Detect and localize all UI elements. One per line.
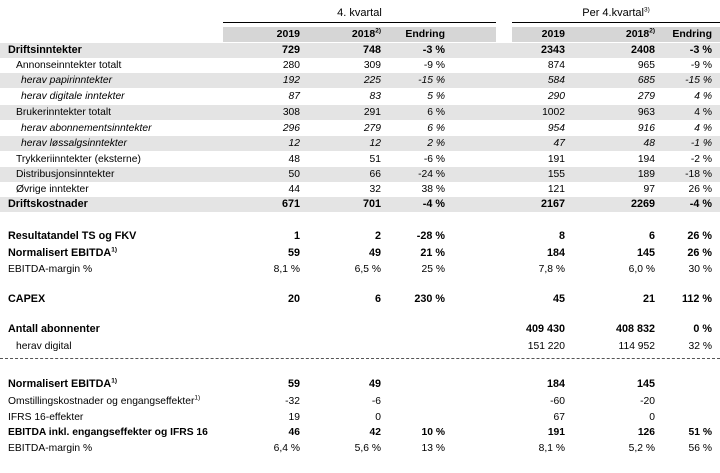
value-ytd-change: 30 % <box>688 264 712 275</box>
column-header-row <box>0 27 720 42</box>
value-q4-2018: -6 <box>371 396 381 407</box>
value-ytd-2019: 67 <box>553 412 565 423</box>
value-ytd-2019: 954 <box>547 123 565 134</box>
row-label: Driftskostnader <box>8 198 88 210</box>
value-ytd-2019: 184 <box>546 247 565 259</box>
value-q4-2018: 42 <box>369 427 381 438</box>
value-q4-change: 38 % <box>421 184 445 195</box>
value-ytd-change: -15 % <box>685 75 712 86</box>
row-label: Omstillingskostnader og engangseffekter$^{1)}$ <box>8 394 201 407</box>
value-q4-change: 6 % <box>427 123 445 134</box>
value-ytd-2019: 8,1 % <box>538 443 565 454</box>
value-q4-2018: 0 <box>375 412 381 423</box>
value-ytd-2019: 151 220 <box>527 341 565 352</box>
value-q4-2019: 48 <box>288 154 300 165</box>
value-q4-2019: -32 <box>285 396 300 407</box>
table-row <box>0 105 720 120</box>
value-q4-2018: 225 <box>363 75 381 86</box>
row-label: Øvrige inntekter <box>16 184 89 195</box>
value-q4-change: -9 % <box>423 60 445 71</box>
value-ytd-2018: 145 <box>636 378 655 390</box>
col-header-q4-change: Endring <box>405 28 445 40</box>
value-ytd-2019: 45 <box>552 293 565 305</box>
value-q4-2019: 671 <box>281 198 300 210</box>
value-q4-change: -28 % <box>416 230 445 242</box>
value-q4-2018: 12 <box>369 138 381 149</box>
table-row <box>0 43 720 58</box>
value-q4-change: -24 % <box>418 169 445 180</box>
value-q4-2018: 6,5 % <box>354 264 381 275</box>
row-label: Antall abonnenter <box>8 323 100 335</box>
value-ytd-2019: 191 <box>547 154 565 165</box>
value-ytd-2018: 145 <box>636 247 655 259</box>
value-ytd-change: 4 % <box>694 91 712 102</box>
value-ytd-change: -2 % <box>690 154 712 165</box>
value-ytd-2019: 121 <box>547 184 565 195</box>
value-q4-2019: 59 <box>287 247 300 259</box>
value-ytd-2019: 1002 <box>542 107 565 118</box>
col-header-q4-2018: 2018$^{2)}$ <box>351 27 381 40</box>
value-ytd-2018: -20 <box>640 396 655 407</box>
value-ytd-2019: 8 <box>558 230 565 242</box>
table-row <box>0 262 720 277</box>
row-label: Driftsinntekter <box>8 44 82 56</box>
value-q4-2019: 20 <box>287 293 300 305</box>
value-q4-2019: 1 <box>293 230 300 242</box>
value-q4-change: 10 % <box>421 427 445 438</box>
table-row <box>0 441 720 456</box>
value-ytd-change: -3 % <box>689 44 712 56</box>
value-q4-2019: 729 <box>281 44 300 56</box>
value-q4-2018: 279 <box>363 123 381 134</box>
row-label: Trykkeriinntekter (eksterne) <box>16 154 141 165</box>
value-ytd-2018: 685 <box>637 75 655 86</box>
value-q4-2019: 87 <box>288 91 300 102</box>
value-q4-2019: 296 <box>282 123 300 134</box>
value-ytd-change: 56 % <box>688 443 712 454</box>
row-label: Distribusjonsinntekter <box>16 169 115 180</box>
row-label: herav abonnementsinntekter <box>21 123 152 134</box>
value-q4-change: 5 % <box>427 91 445 102</box>
row-label: Brukerinntekter totalt <box>16 107 112 118</box>
value-ytd-2018: 0 <box>649 412 655 423</box>
row-label: EBITDA inkl. engangseffekter og IFRS 16 <box>8 427 208 438</box>
value-ytd-2019: 2167 <box>540 198 565 210</box>
value-q4-2019: 44 <box>288 184 300 195</box>
value-q4-2018: 49 <box>368 247 381 259</box>
value-ytd-2019: 2343 <box>540 44 565 56</box>
value-ytd-2018: 965 <box>637 60 655 71</box>
col-header-ytd-2018: 2018$^{2)}$ <box>625 27 655 40</box>
table-row <box>0 410 720 425</box>
value-ytd-2019: 47 <box>553 138 565 149</box>
value-ytd-2019: 155 <box>547 169 565 180</box>
table-row <box>0 229 720 244</box>
value-q4-2018: 51 <box>369 154 381 165</box>
value-q4-2019: 192 <box>282 75 300 86</box>
row-label: Resultatandel TS og FKV <box>8 230 137 242</box>
row-label: herav løssalgsinntekter <box>21 138 127 149</box>
value-ytd-change: 112 % <box>681 293 712 305</box>
value-ytd-2019: 191 <box>547 427 565 438</box>
row-label: Annonseinntekter totalt <box>16 60 122 71</box>
value-ytd-change: 51 % <box>688 427 712 438</box>
table-row <box>0 167 720 182</box>
value-ytd-change: 26 % <box>688 184 712 195</box>
value-q4-2018: 748 <box>362 44 381 56</box>
value-ytd-2018: 279 <box>637 91 655 102</box>
value-ytd-2018: 194 <box>637 154 655 165</box>
value-q4-2019: 12 <box>288 138 300 149</box>
value-ytd-2019: -60 <box>550 396 565 407</box>
value-q4-2018: 32 <box>369 184 381 195</box>
header-group-ytd: Per 4.kvartal$^{3)}$ <box>512 4 720 23</box>
value-q4-change: 6 % <box>427 107 445 118</box>
value-ytd-2018: 6,0 % <box>628 264 655 275</box>
value-ytd-change: 26 % <box>687 230 712 242</box>
value-q4-2019: 308 <box>282 107 300 118</box>
table-row <box>0 89 720 104</box>
table-row <box>0 246 720 261</box>
value-q4-2018: 49 <box>368 378 381 390</box>
value-ytd-2019: 184 <box>546 378 565 390</box>
table-row <box>0 58 720 73</box>
col-header-q4-2019: 2019 <box>276 28 300 40</box>
value-q4-change: 2 % <box>427 138 445 149</box>
value-q4-2018: 701 <box>362 198 381 210</box>
value-ytd-2019: 290 <box>547 91 565 102</box>
value-ytd-change: -4 % <box>689 198 712 210</box>
table-row <box>0 121 720 136</box>
value-q4-2019: 8,1 % <box>273 264 300 275</box>
row-label: Normalisert EBITDA$^{1)}$ <box>8 377 117 390</box>
value-ytd-2018: 97 <box>643 184 655 195</box>
row-label: EBITDA-margin % <box>8 264 93 275</box>
row-label: CAPEX <box>8 293 46 305</box>
value-ytd-2019: 7,8 % <box>538 264 565 275</box>
value-ytd-change: 4 % <box>694 107 712 118</box>
value-q4-change: -4 % <box>422 198 445 210</box>
value-q4-change: 230 % <box>414 293 445 305</box>
row-label: herav papirinntekter <box>21 75 113 86</box>
value-ytd-2018: 126 <box>637 427 655 438</box>
value-q4-2018: 309 <box>363 60 381 71</box>
row-label: herav digital <box>16 341 72 352</box>
value-q4-2018: 6 <box>374 293 381 305</box>
value-ytd-2018: 2269 <box>630 198 655 210</box>
value-ytd-2018: 916 <box>637 123 655 134</box>
value-q4-2019: 50 <box>288 169 300 180</box>
col-header-ytd-change: Endring <box>672 28 712 40</box>
table-row <box>0 197 720 212</box>
value-q4-2018: 291 <box>363 107 381 118</box>
value-q4-change: 21 % <box>420 247 445 259</box>
table-row <box>0 377 720 392</box>
value-ytd-2018: 48 <box>643 138 655 149</box>
table-row <box>0 394 720 409</box>
value-ytd-2018: 408 832 <box>615 323 655 335</box>
value-ytd-change: -9 % <box>690 60 712 71</box>
value-q4-2019: 19 <box>288 412 300 423</box>
table-row <box>0 182 720 197</box>
value-q4-2018: 5,6 % <box>354 443 381 454</box>
value-ytd-2018: 2408 <box>630 44 655 56</box>
value-ytd-2019: 409 430 <box>525 323 565 335</box>
row-label: EBITDA-margin % <box>8 443 93 454</box>
value-ytd-2019: 584 <box>547 75 565 86</box>
table-row <box>0 322 720 337</box>
value-ytd-2018: 114 952 <box>618 341 655 352</box>
col-header-ytd-2019: 2019 <box>541 28 565 40</box>
value-ytd-2018: 21 <box>642 293 655 305</box>
value-ytd-2019: 874 <box>547 60 565 71</box>
table-row <box>0 136 720 151</box>
value-q4-2018: 66 <box>369 169 381 180</box>
value-q4-2019: 46 <box>288 427 300 438</box>
value-q4-2019: 59 <box>287 378 300 390</box>
row-label: Normalisert EBITDA$^{1)}$ <box>8 246 117 259</box>
table-row <box>0 292 720 307</box>
value-q4-change: -3 % <box>422 44 445 56</box>
value-ytd-change: -1 % <box>690 138 712 149</box>
value-q4-2019: 280 <box>282 60 300 71</box>
value-q4-2018: 83 <box>369 91 381 102</box>
dashed-separator <box>0 358 720 359</box>
value-q4-2018: 2 <box>374 230 381 242</box>
value-ytd-2018: 5,2 % <box>628 443 655 454</box>
value-ytd-2018: 6 <box>648 230 655 242</box>
table-row <box>0 73 720 88</box>
value-q4-change: -6 % <box>423 154 445 165</box>
row-label: herav digitale inntekter <box>21 91 125 102</box>
table-row <box>0 152 720 167</box>
value-q4-2019: 6,4 % <box>273 443 300 454</box>
value-ytd-change: 26 % <box>687 247 712 259</box>
row-label: IFRS 16-effekter <box>8 412 84 423</box>
value-ytd-change: 0 % <box>693 323 712 335</box>
value-ytd-change: 32 % <box>688 341 712 352</box>
header-group-q4: 4. kvartal <box>223 4 496 23</box>
table-row <box>0 425 720 440</box>
value-ytd-2018: 189 <box>637 169 655 180</box>
value-q4-change: 25 % <box>421 264 445 275</box>
value-q4-change: 13 % <box>421 443 445 454</box>
value-ytd-change: -18 % <box>685 169 712 180</box>
value-ytd-change: 4 % <box>694 123 712 134</box>
table-row <box>0 339 720 354</box>
value-q4-change: -15 % <box>418 75 445 86</box>
value-ytd-2018: 963 <box>637 107 655 118</box>
